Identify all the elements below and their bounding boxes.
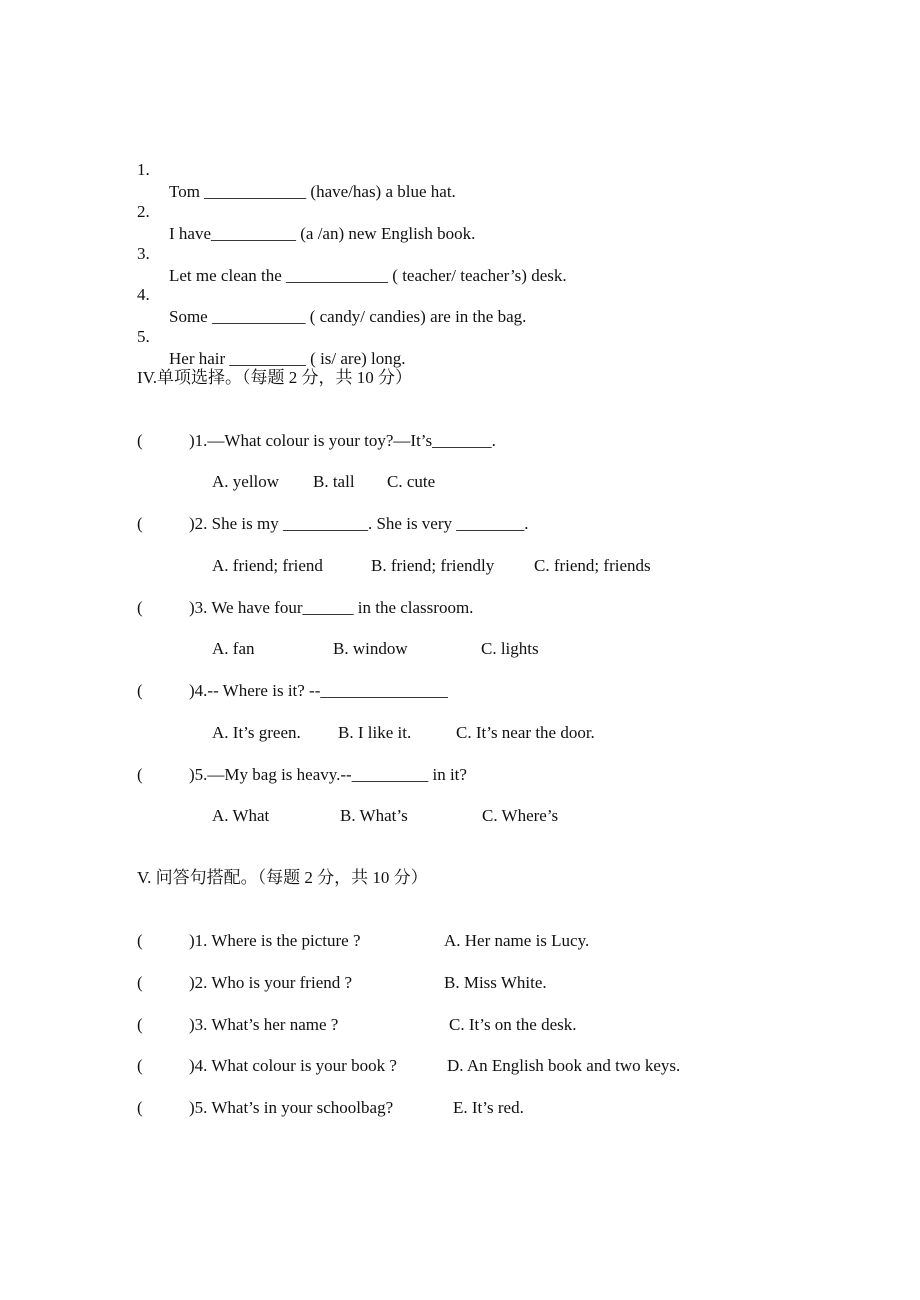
- item-text: Tom ____________ (have/has) a blue hat.: [169, 182, 456, 201]
- answer-paren: (: [137, 931, 143, 950]
- match-question: )4. What colour is your book ?: [189, 1056, 397, 1075]
- match-answer: E. It’s red.: [453, 1098, 524, 1117]
- question-stem: )4.-- Where is it? --_______________: [189, 681, 448, 700]
- option-a: A. friend; friend: [212, 556, 323, 575]
- item-text: I have__________ (a /an) new English book.: [169, 224, 476, 243]
- match-question: )5. What’s in your schoolbag?: [189, 1098, 394, 1117]
- option-a: A. It’s green.: [212, 723, 301, 742]
- option-b: B. window: [333, 639, 408, 658]
- question-stem: )3. We have four______ in the classroom.: [189, 598, 474, 617]
- item-number: 5.: [137, 327, 150, 346]
- option-b: B. tall: [313, 472, 355, 491]
- answer-paren: (: [137, 973, 143, 992]
- answer-paren: (: [137, 765, 143, 784]
- item-text: Her hair _________ ( is/ are) long.: [169, 349, 406, 368]
- match-answer: B. Miss White.: [444, 973, 547, 992]
- match-question: )1. Where is the picture ?: [189, 931, 361, 950]
- item-number: 1.: [137, 160, 150, 179]
- option-b: B. friend; friendly: [371, 556, 495, 575]
- item-number: 2.: [137, 202, 150, 221]
- answer-paren: (: [137, 1015, 143, 1034]
- option-c: C. Where’s: [482, 806, 559, 825]
- section-iv-heading: IV.单项选择。（每题 2 分，共 10 分）: [137, 368, 412, 387]
- match-answer: C. It’s on the desk.: [449, 1015, 577, 1034]
- option-c: C. cute: [387, 472, 436, 491]
- match-answer: D. An English book and two keys.: [447, 1056, 681, 1075]
- item-text: Some ___________ ( candy/ candies) are in the bag.: [169, 307, 527, 326]
- question-stem: )5.—My bag is heavy.--_________ in it?: [189, 765, 467, 784]
- option-c: C. lights: [481, 639, 539, 658]
- option-a: A. yellow: [212, 472, 280, 491]
- option-b: B. I like it.: [338, 723, 412, 742]
- answer-paren: (: [137, 1098, 143, 1117]
- option-a: A. What: [212, 806, 270, 825]
- match-question: )2. Who is your friend ?: [189, 973, 353, 992]
- section-v-heading: V. 问答句搭配。（每题 2 分，共 10 分）: [137, 868, 428, 887]
- item-number: 4.: [137, 285, 150, 304]
- option-b: B. What’s: [340, 806, 408, 825]
- answer-paren: (: [137, 681, 143, 700]
- answer-paren: (: [137, 431, 143, 450]
- match-question: )3. What’s her name ?: [189, 1015, 339, 1034]
- answer-paren: (: [137, 598, 143, 617]
- answer-paren: (: [137, 1056, 143, 1075]
- item-text: Let me clean the ____________ ( teacher/ teacher’s) desk.: [169, 266, 567, 285]
- answer-paren: (: [137, 514, 143, 533]
- option-c: C. It’s near the door.: [456, 723, 595, 742]
- match-answer: A. Her name is Lucy.: [444, 931, 590, 950]
- item-number: 3.: [137, 244, 150, 263]
- question-stem: )2. She is my __________. She is very ________.: [189, 514, 529, 533]
- question-stem: )1.—What colour is your toy?—It’s_______.: [189, 431, 496, 450]
- option-c: C. friend; friends: [534, 556, 651, 575]
- option-a: A. fan: [212, 639, 255, 658]
